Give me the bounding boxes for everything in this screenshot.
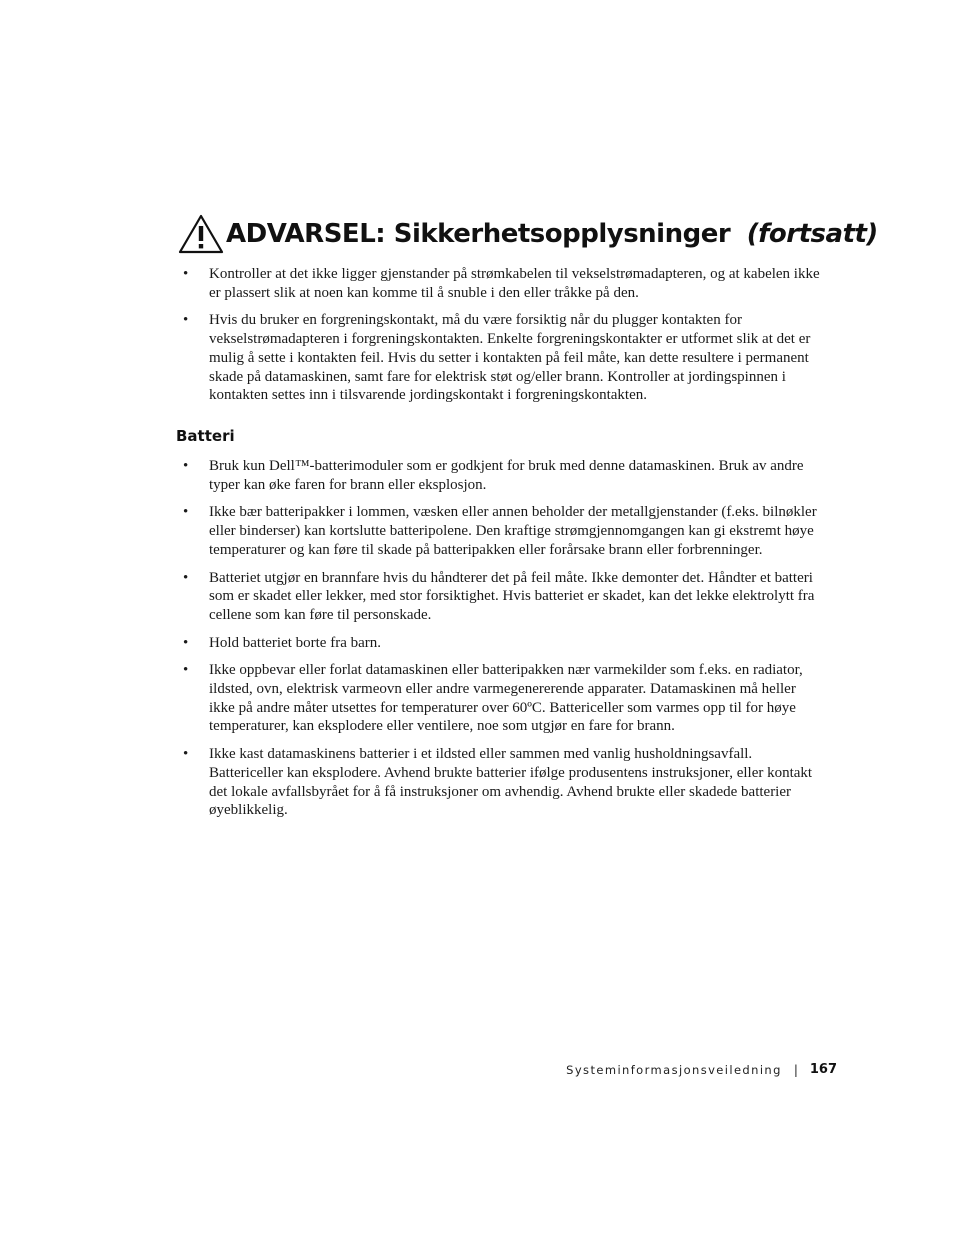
battery-list: [176, 457, 822, 829]
bullet: •: [183, 504, 189, 521]
heading-suffix: (fortsatt): [746, 219, 878, 249]
list-item-text: Hvis du bruker en forgreningskontakt, må du være forsiktig når du plugger kontakten for vekselstrømadapteren i forgreningskontakten. Enkelte forgreningskontakter er utformet slik at det er mulig å sette i kontakten feil. Hvis du setter i kontakten på feil måte, kan dette resultere i permanent skade på datamaskinen, samt fare for elektrisk støt og/eller brann. Kontroller at jordingspinnen i kontakten settes inn i tilsvarende jordingskontakt i forgreningskontakten.: [209, 312, 811, 404]
list-item-text: Kontroller at det ikke ligger gjenstander på strømkabelen til vekselstrømadapteren, og at kabelen ikke er plassert slik at noen kan komme til å snuble i den eller tråkke på den.: [209, 266, 820, 301]
page-title: [226, 219, 878, 249]
bullet: •: [183, 458, 189, 474]
safety-list: [176, 265, 822, 414]
list-item-text: Ikke bær batteripakker i lommen, væsken eller annen beholder der metallgjenstander (f.eks. bilnøkler eller binderser) kan kortslutte batteripolene. Den kraftige strømgjennomgangen kan gi ekstremt høye temperaturer og kan føre til skade på batteripakken eller forårsake brann eller forbrenninger.: [209, 504, 817, 558]
page-heading: [178, 214, 878, 254]
section-title-batteri: Batteri: [176, 427, 235, 445]
list-item-text: Ikke oppbevar eller forlat datamaskinen eller batteripakken nær varmekilder som f.eks. en radiator, ildsted, ovn, elektrisk varmeovn eller andre varmegenererende apparater. Datamaskinen må heller ikke på andre måter utsettes for temperaturer over 60ºC. Battericeller som varmes opp til for høye temperaturer, kan eksplodere eller ventilere, noe som utgjør en fare for brann.: [209, 662, 803, 735]
page-number: 167: [809, 1062, 837, 1077]
list-item: [176, 745, 822, 820]
warning-triangle-icon: [178, 214, 224, 254]
bullet: •: [183, 312, 189, 329]
list-item-text: Batteriet utgjør en brannfare hvis du håndterer det på feil måte. Ikke demonter det. Håndter et batteri som er skadet eller lekker, med stor forsiktighet. Hvis batteriet er skadet, kan det lekke elektrolytt fra cellene som kan føre til personskade.: [209, 569, 815, 623]
bullet: •: [183, 569, 189, 586]
footer-title: Systeminformasjonsveiledning: [566, 1062, 782, 1077]
list-item-text: Hold batteriet borte fra barn.: [209, 634, 382, 651]
list-item: [176, 457, 822, 494]
bullet: •: [183, 746, 189, 763]
list-item: [176, 569, 822, 625]
list-item-text: Bruk kun Dell™-batterimoduler som er godkjent for bruk med denne datamaskinen. Bruk av andre typer kan øke faren for brann eller eksplosjon.: [209, 458, 804, 493]
list-item: [176, 661, 822, 736]
list-item: [176, 503, 822, 559]
heading-prefix: ADVARSEL:: [226, 219, 386, 249]
page-footer: [566, 1062, 837, 1077]
bullet: •: [183, 634, 189, 651]
bullet: •: [183, 266, 189, 282]
list-item-text: Ikke kast datamaskinens batterier i et ildsted eller sammen med vanlig husholdningsavfall. Battericeller kan eksplodere. Avhend brukte batterier ifølge produsentens instruksjoner, eller kontakt det lokale avfallsbyrået for å få instruksjoner om avhendig. Avhend brukte eller skadede batterier øyeblikkelig.: [209, 746, 813, 819]
list-item: [176, 265, 822, 302]
footer-separator: |: [793, 1062, 798, 1077]
list-item: [176, 634, 822, 653]
list-item: [176, 311, 822, 405]
bullet: •: [183, 662, 189, 679]
heading-title: Sikkerhetsopplysninger: [393, 219, 731, 249]
